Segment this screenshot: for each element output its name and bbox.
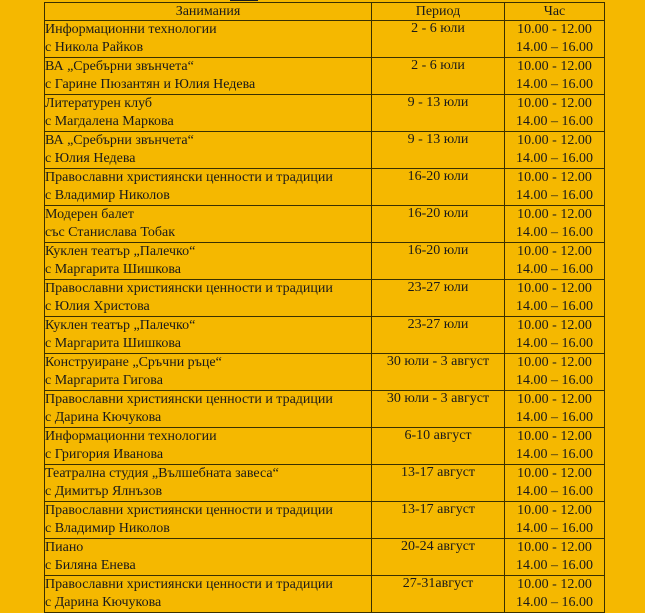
- time-afternoon: 14.00 – 16.00: [516, 373, 593, 388]
- header-period: Период: [372, 3, 505, 21]
- table-header-row: [45, 3, 605, 21]
- activity-teacher: с Магдалена Маркова: [45, 114, 174, 129]
- time-morning: 10.00 - 12.00: [517, 503, 592, 518]
- activity-cell: [45, 502, 372, 539]
- time-cell: [505, 465, 605, 502]
- activity-title: ВА „Сребърни звънчета“: [45, 133, 194, 148]
- activity-cell: [45, 539, 372, 576]
- activity-teacher: с Юлия Христова: [45, 299, 150, 314]
- activity-title: Куклен театър „Палечко“: [45, 318, 196, 333]
- activity-title: Православни християнски ценности и традиции: [45, 281, 333, 296]
- time-afternoon: 14.00 – 16.00: [516, 595, 593, 610]
- time-morning: 10.00 - 12.00: [517, 96, 592, 111]
- activity-teacher: с Владимир Николов: [45, 521, 170, 536]
- time-cell: [505, 502, 605, 539]
- table-row: [45, 243, 605, 280]
- table-row: [45, 465, 605, 502]
- table-row: [45, 539, 605, 576]
- period-value: 16-20 юли: [407, 169, 469, 184]
- activity-teacher: с Маргарита Шишкова: [45, 336, 181, 351]
- period-value: 6-10 август: [404, 428, 472, 443]
- period-cell: [372, 169, 505, 206]
- time-afternoon: 14.00 – 16.00: [516, 188, 593, 203]
- period-value: 13-17 август: [400, 502, 476, 517]
- activity-title: ВА „Сребърни звънчета“: [45, 59, 194, 74]
- period-value: 9 - 13 юли: [407, 132, 469, 147]
- time-afternoon: 14.00 – 16.00: [516, 262, 593, 277]
- period-cell: [372, 280, 505, 317]
- period-cell: [372, 428, 505, 465]
- activity-cell: [45, 354, 372, 391]
- period-value: 16-20 юли: [407, 243, 469, 258]
- time-morning: 10.00 - 12.00: [517, 244, 592, 259]
- period-cell: [372, 502, 505, 539]
- activity-title: Православни християнски ценности и традиции: [45, 503, 333, 518]
- period-cell: [372, 132, 505, 169]
- time-cell: [505, 95, 605, 132]
- period-value: 16-20 юли: [407, 206, 469, 221]
- time-afternoon: 14.00 – 16.00: [516, 558, 593, 573]
- activity-cell: [45, 58, 372, 95]
- table-row: [45, 502, 605, 539]
- activity-cell: [45, 317, 372, 354]
- period-cell: [372, 539, 505, 576]
- table-row: [45, 280, 605, 317]
- period-value: 23-27 юли: [407, 280, 469, 295]
- header-time: Час: [505, 3, 605, 21]
- time-cell: [505, 243, 605, 280]
- table-row: [45, 21, 605, 58]
- activity-teacher: с Дарина Кючукова: [45, 410, 162, 425]
- activity-title: Православни християнски ценности и традиции: [45, 577, 333, 592]
- time-morning: 10.00 - 12.00: [517, 22, 592, 37]
- time-morning: 10.00 - 12.00: [517, 466, 592, 481]
- activity-teacher: с Биляна Енева: [45, 558, 136, 573]
- activity-title: Информационни технологии: [45, 429, 217, 444]
- period-value: 30 юли - 3 август: [386, 354, 490, 369]
- time-morning: 10.00 - 12.00: [517, 540, 592, 555]
- time-afternoon: 14.00 – 16.00: [516, 299, 593, 314]
- period-value: 2 - 6 юли: [411, 58, 465, 73]
- activity-teacher: със Станислава Тобак: [45, 225, 175, 240]
- activity-cell: [45, 428, 372, 465]
- time-morning: 10.00 - 12.00: [517, 318, 592, 333]
- time-afternoon: 14.00 – 16.00: [516, 225, 593, 240]
- activity-title: Информационни технологии: [45, 22, 217, 37]
- top-decoration-line: [230, 0, 258, 1]
- time-afternoon: 14.00 – 16.00: [516, 521, 593, 536]
- activity-title: Театрална студия „Вълшебната завеса“: [45, 466, 279, 481]
- table-row: [45, 169, 605, 206]
- table-row: [45, 428, 605, 465]
- activity-title: Православни християнски ценности и традиции: [45, 392, 333, 407]
- time-afternoon: 14.00 – 16.00: [516, 151, 593, 166]
- time-afternoon: 14.00 – 16.00: [516, 77, 593, 92]
- time-morning: 10.00 - 12.00: [517, 577, 592, 592]
- table-row: [45, 132, 605, 169]
- time-afternoon: 14.00 – 16.00: [516, 114, 593, 129]
- activity-cell: [45, 465, 372, 502]
- activity-cell: [45, 391, 372, 428]
- time-cell: [505, 391, 605, 428]
- period-value: 27-31август: [402, 576, 474, 591]
- period-cell: [372, 391, 505, 428]
- activity-title: Куклен театър „Палечко“: [45, 244, 196, 259]
- time-morning: 10.00 - 12.00: [517, 133, 592, 148]
- time-morning: 10.00 - 12.00: [517, 281, 592, 296]
- time-afternoon: 14.00 – 16.00: [516, 40, 593, 55]
- period-cell: [372, 58, 505, 95]
- time-morning: 10.00 - 12.00: [517, 207, 592, 222]
- activity-cell: [45, 576, 372, 613]
- activity-title: Пиано: [45, 540, 84, 555]
- time-cell: [505, 206, 605, 243]
- activity-cell: [45, 132, 372, 169]
- schedule-table: [44, 2, 605, 613]
- activity-teacher: с Григория Иванова: [45, 447, 164, 462]
- time-cell: [505, 428, 605, 465]
- period-cell: [372, 317, 505, 354]
- time-afternoon: 14.00 – 16.00: [516, 336, 593, 351]
- activity-teacher: с Маргарита Шишкова: [45, 262, 181, 277]
- table-row: [45, 576, 605, 613]
- table-row: [45, 206, 605, 243]
- time-cell: [505, 539, 605, 576]
- activity-title: Модерен балет: [45, 207, 135, 222]
- activity-cell: [45, 95, 372, 132]
- table-row: [45, 58, 605, 95]
- period-cell: [372, 354, 505, 391]
- time-morning: 10.00 - 12.00: [517, 170, 592, 185]
- period-cell: [372, 243, 505, 280]
- time-cell: [505, 280, 605, 317]
- activity-teacher: с Юлия Недева: [45, 151, 136, 166]
- period-value: 9 - 13 юли: [407, 95, 469, 110]
- activity-title: Конструиране „Сръчни ръце“: [45, 355, 222, 370]
- activity-cell: [45, 206, 372, 243]
- period-cell: [372, 465, 505, 502]
- period-cell: [372, 21, 505, 58]
- table-row: [45, 317, 605, 354]
- activity-title: Литературен клуб: [45, 96, 153, 111]
- period-value: 23-27 юли: [407, 317, 469, 332]
- time-cell: [505, 169, 605, 206]
- activity-teacher: с Димитър Ялнъзов: [45, 484, 163, 499]
- time-cell: [505, 317, 605, 354]
- time-cell: [505, 58, 605, 95]
- table-row: [45, 354, 605, 391]
- time-cell: [505, 21, 605, 58]
- period-value: 2 - 6 юли: [411, 21, 465, 36]
- activity-teacher: с Никола Райков: [45, 40, 144, 55]
- period-value: 30 юли - 3 август: [386, 391, 490, 406]
- activity-teacher: с Маргарита Гигова: [45, 373, 163, 388]
- time-morning: 10.00 - 12.00: [517, 429, 592, 444]
- time-morning: 10.00 - 12.00: [517, 355, 592, 370]
- time-morning: 10.00 - 12.00: [517, 392, 592, 407]
- activity-cell: [45, 21, 372, 58]
- activity-teacher: с Дарина Кючукова: [45, 595, 162, 610]
- activity-teacher: с Владимир Николов: [45, 188, 170, 203]
- activity-cell: [45, 169, 372, 206]
- time-cell: [505, 132, 605, 169]
- activity-title: Православни християнски ценности и традиции: [45, 170, 333, 185]
- period-cell: [372, 95, 505, 132]
- period-value: 20-24 август: [400, 539, 476, 554]
- time-afternoon: 14.00 – 16.00: [516, 484, 593, 499]
- activity-cell: [45, 280, 372, 317]
- table-row: [45, 95, 605, 132]
- period-cell: [372, 576, 505, 613]
- period-value: 13-17 август: [400, 465, 476, 480]
- time-afternoon: 14.00 – 16.00: [516, 447, 593, 462]
- time-cell: [505, 576, 605, 613]
- period-cell: [372, 206, 505, 243]
- time-cell: [505, 354, 605, 391]
- table-row: [45, 391, 605, 428]
- header-activity: Занимания: [45, 3, 372, 21]
- activity-teacher: с Гарине Пюзантян и Юлия Недева: [45, 77, 256, 92]
- time-morning: 10.00 - 12.00: [517, 59, 592, 74]
- time-afternoon: 14.00 – 16.00: [516, 410, 593, 425]
- activity-cell: [45, 243, 372, 280]
